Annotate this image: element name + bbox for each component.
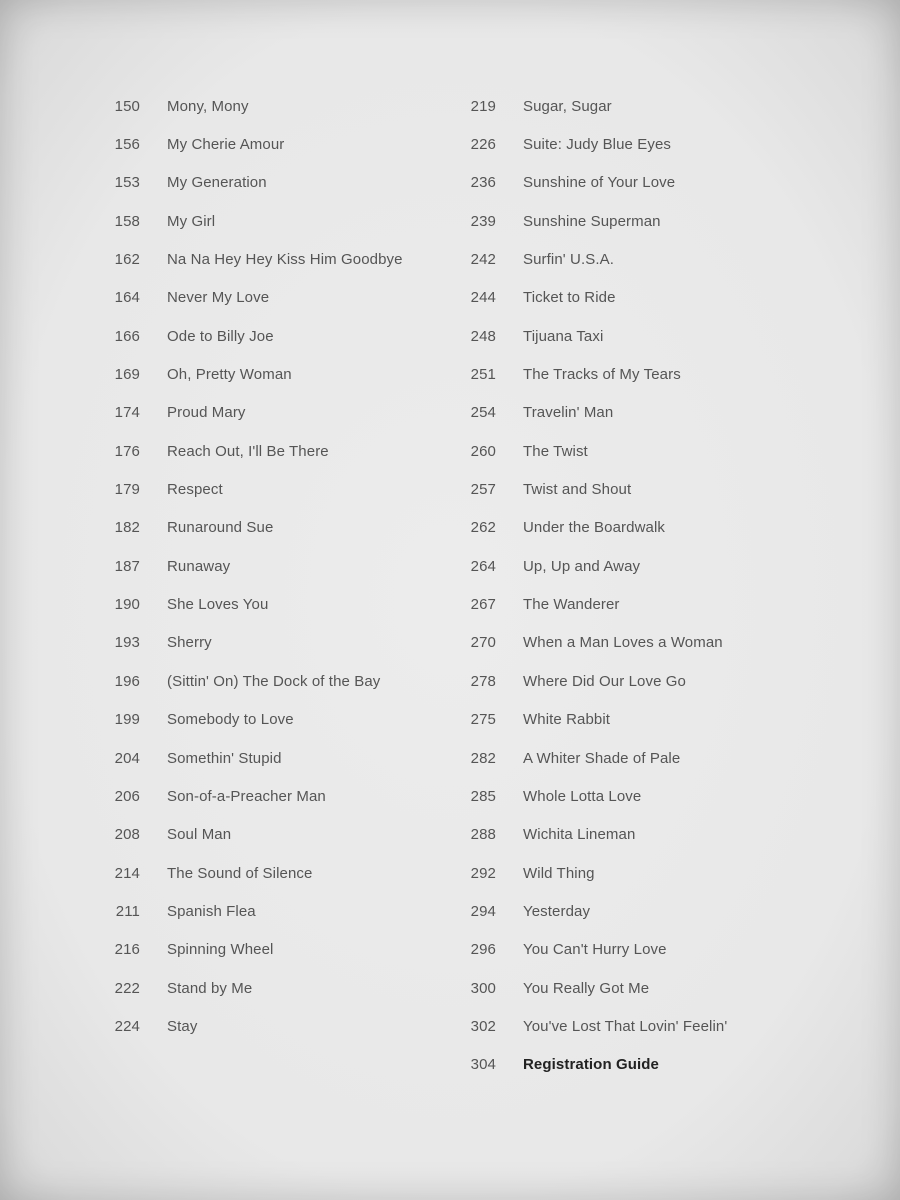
page-number: 222 [114,979,140,997]
song-title: Suite: Judy Blue Eyes [523,136,672,154]
contents-entry [452,317,727,355]
page-number: 196 [114,672,140,690]
song-title: Respect [167,481,223,499]
song-title: Sugar, Sugar [523,97,612,115]
contents-entry [96,585,403,623]
page-number: 176 [114,442,140,460]
contents-entry [452,87,727,125]
song-title: You Can't Hurry Love [523,941,667,959]
song-title: Somethin' Stupid [167,749,282,767]
page-number: 242 [470,251,496,269]
song-title: When a Man Loves a Woman [523,634,723,652]
page-number: 158 [114,212,140,230]
song-title: Runaway [167,557,231,575]
page-number: 211 [115,902,140,920]
contents-entry [452,777,727,815]
page-number: 226 [470,136,496,154]
contents-entry [96,202,403,240]
page-number: 169 [114,366,140,384]
contents-entry [452,279,727,317]
contents-right-column [452,87,727,1084]
contents-entry [452,969,727,1007]
contents-entry [452,931,727,969]
page-number: 300 [470,979,496,997]
contents-entry [452,202,727,240]
page-number: 294 [470,902,496,920]
contents-entry [452,816,727,854]
page-number: 254 [470,404,496,422]
contents-entry [452,125,727,163]
song-title: Sunshine of Your Love [523,174,676,192]
song-title: Whole Lotta Love [523,787,642,805]
contents-entry [452,1007,727,1045]
song-title: Stay [167,1017,198,1035]
contents-left-column [96,87,403,1046]
song-title: Runaround Sue [167,519,274,537]
contents-entry [96,1007,403,1045]
contents-entry [96,662,403,700]
song-title: Mony, Mony [167,97,249,115]
page-number: 296 [470,941,496,959]
song-title: Wild Thing [523,864,595,882]
contents-entry [96,624,403,662]
page-number: 166 [114,327,140,345]
contents-entry [452,394,727,432]
contents-entry [452,739,727,777]
page-number: 179 [114,481,140,499]
song-title: Proud Mary [167,404,246,422]
contents-entry [452,624,727,662]
contents-entry [96,892,403,930]
contents-entry [96,739,403,777]
page-number: 260 [470,442,496,460]
song-title: Reach Out, I'll Be There [167,442,329,460]
page-number: 153 [114,174,140,192]
contents-entry [452,892,727,930]
page-number: 208 [114,826,140,844]
contents-entry [96,470,403,508]
song-title: Sherry [167,634,212,652]
song-title: You Really Got Me [523,979,650,997]
page-number: 204 [114,749,140,767]
song-title: My Generation [167,174,267,192]
song-title: Where Did Our Love Go [523,672,686,690]
contents-entry [452,164,727,202]
page-number: 174 [114,404,140,422]
page-number: 282 [470,749,496,767]
page-number: 162 [114,251,140,269]
page-number: 302 [470,1017,496,1035]
contents-entry [96,240,403,278]
contents-entry [96,279,403,317]
contents-entry [96,701,403,739]
page-number: 288 [470,826,496,844]
contents-entry [96,432,403,470]
contents-entry [452,585,727,623]
song-title: The Wanderer [523,596,620,614]
contents-entry [96,509,403,547]
page-number: 278 [470,672,496,690]
song-title: A Whiter Shade of Pale [523,749,681,767]
song-title: Oh, Pretty Woman [167,366,292,384]
song-title: She Loves You [167,596,269,614]
song-title: Up, Up and Away [523,557,641,575]
contents-entry [452,509,727,547]
contents-entry [452,701,727,739]
page-number: 267 [470,596,496,614]
song-title: Yesterday [523,902,591,920]
contents-entry [96,125,403,163]
contents-entry [96,816,403,854]
song-title: Spanish Flea [167,902,256,920]
page-number: 216 [114,941,140,959]
song-title: Na Na Hey Hey Kiss Him Goodbye [167,251,403,269]
song-title: Surfin' U.S.A. [523,251,614,269]
page-number: 244 [470,289,496,307]
song-title: Somebody to Love [167,711,294,729]
contents-entry [96,547,403,585]
page-number: 292 [470,864,496,882]
page-number: 251 [470,366,496,384]
contents-entry [96,394,403,432]
contents-entry [96,854,403,892]
contents-entry [96,317,403,355]
song-title: Soul Man [167,826,232,844]
song-title: My Girl [167,212,216,230]
page-number: 248 [470,327,496,345]
page-number: 270 [470,634,496,652]
page-number: 219 [470,97,496,115]
contents-entry [452,547,727,585]
song-title: Ticket to Ride [523,289,616,307]
contents-entry [452,355,727,393]
page-number: 187 [114,557,140,575]
page-number: 156 [114,136,140,154]
song-title: Wichita Lineman [523,826,636,844]
song-title: Registration Guide [523,1056,659,1074]
page-number: 285 [470,787,496,805]
contents-entry [452,854,727,892]
page-number: 182 [114,519,140,537]
page-number: 190 [114,596,140,614]
contents-entry [452,1046,727,1084]
song-title: Sunshine Superman [523,212,661,230]
page-number: 150 [114,97,140,115]
song-title: My Cherie Amour [167,136,285,154]
song-title: Never My Love [167,289,270,307]
page-number: 164 [114,289,140,307]
contents-entry [452,240,727,278]
page-number: 264 [470,557,496,575]
song-title: The Sound of Silence [167,864,313,882]
contents-entry [96,87,403,125]
contents-entry [452,432,727,470]
song-title: Tijuana Taxi [523,327,604,345]
song-title: You've Lost That Lovin' Feelin' [523,1017,728,1035]
song-title: The Tracks of My Tears [523,366,681,384]
page-number: 214 [114,864,140,882]
song-title: Stand by Me [167,979,253,997]
contents-entry [96,355,403,393]
contents-entry [96,164,403,202]
page-number: 262 [470,519,496,537]
song-title: The Twist [523,442,588,460]
song-title: Twist and Shout [523,481,632,499]
contents-entry [96,969,403,1007]
page-number: 257 [470,481,496,499]
song-title: Travelin' Man [523,404,614,422]
song-title: White Rabbit [523,711,611,729]
contents-entry [452,662,727,700]
page-number: 206 [114,787,140,805]
page-number: 224 [114,1017,140,1035]
song-title: Under the Boardwalk [523,519,665,537]
song-title: Ode to Billy Joe [167,327,274,345]
song-title: (Sittin' On) The Dock of the Bay [167,672,381,690]
page-number: 304 [470,1056,496,1074]
page-number: 239 [470,212,496,230]
contents-entry [96,777,403,815]
song-title: Spinning Wheel [167,941,274,959]
contents-entry [96,931,403,969]
page-number: 193 [114,634,140,652]
song-title: Son-of-a-Preacher Man [167,787,326,805]
page-number: 275 [470,711,496,729]
page-number: 199 [114,711,140,729]
page-number: 236 [470,174,496,192]
contents-entry [452,470,727,508]
